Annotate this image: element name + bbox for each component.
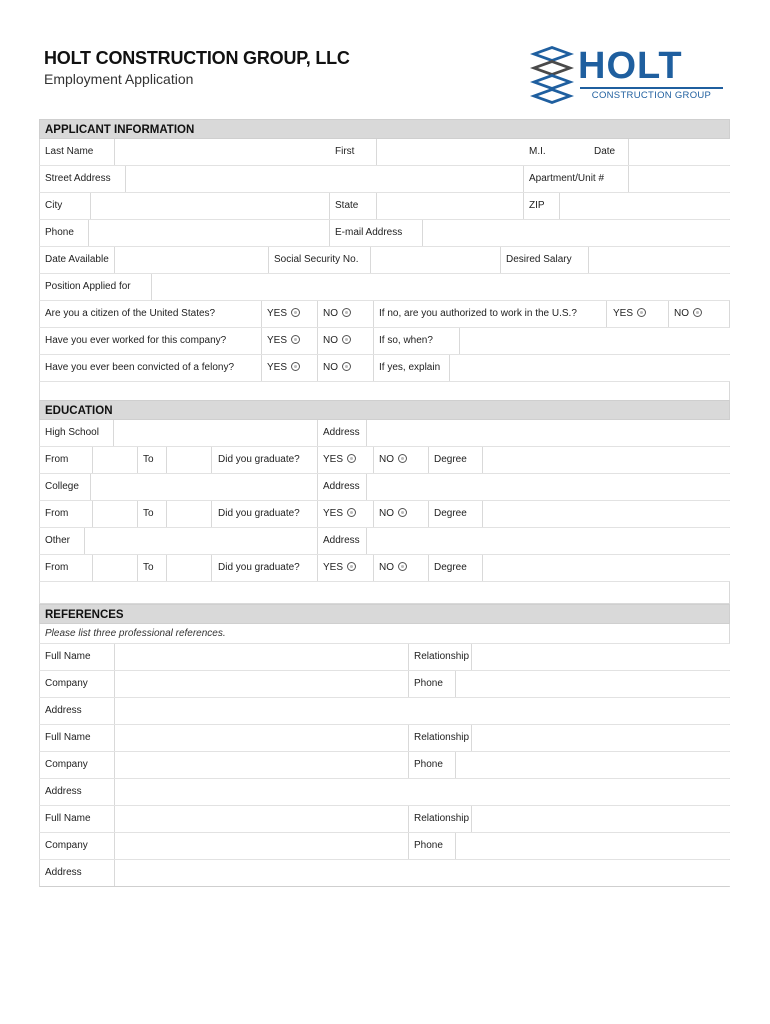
citizen-yes-option[interactable]: [267, 301, 300, 327]
address-label: Address: [45, 786, 82, 797]
reference-3-name-row: [39, 806, 730, 833]
city-label: City: [45, 200, 63, 211]
references-note: Please list three professional references.: [39, 624, 730, 644]
holt-logo: [528, 44, 728, 106]
reference-2-name-field[interactable]: [114, 725, 409, 751]
divider: [317, 355, 318, 381]
relationship-label: Relationship: [414, 813, 470, 824]
reference-2-company-row: [39, 752, 730, 779]
divider: [668, 301, 669, 327]
radio-icon[interactable]: [347, 562, 356, 571]
reference-3-name-field[interactable]: [114, 806, 409, 832]
divider: [261, 328, 262, 354]
divider: [317, 301, 318, 327]
other-school-field[interactable]: [84, 528, 318, 554]
felony-explain-label: If yes, explain: [379, 362, 441, 373]
divider: [373, 447, 374, 473]
zip-label: ZIP: [529, 200, 545, 211]
no-label: NO: [323, 362, 338, 373]
high-school-address-label: Address: [323, 427, 360, 438]
full-name-label: Full Name: [45, 732, 91, 743]
email-label: E-mail Address: [335, 227, 403, 238]
radio-icon[interactable]: [693, 308, 702, 317]
other-dates-row: [39, 555, 730, 582]
ssn-label: Social Security No.: [274, 254, 359, 265]
reference-2-name-row: [39, 725, 730, 752]
divider: [373, 555, 374, 581]
reference-2-address-row: [39, 779, 730, 806]
high-school-field[interactable]: [113, 420, 318, 446]
divider: [373, 328, 374, 354]
college-label: College: [45, 481, 79, 492]
high-school-label: High School: [45, 427, 99, 438]
availability-row: [39, 247, 730, 274]
name-row: [39, 139, 730, 166]
reference-1-company-row: [39, 671, 730, 698]
graduate-question: Did you graduate?: [218, 454, 300, 465]
no-label: NO: [323, 308, 338, 319]
email-field[interactable]: [422, 220, 730, 246]
authorized-no-option[interactable]: [674, 301, 702, 327]
yes-label: YES: [267, 308, 288, 319]
radio-icon[interactable]: [637, 308, 646, 317]
reference-1-address-field[interactable]: [114, 698, 730, 724]
to-label: To: [143, 454, 154, 465]
felony-question: Have you ever been convicted of a felony?: [45, 362, 235, 373]
company-label: Company: [45, 759, 88, 770]
high-school-dates-row: [39, 447, 730, 474]
other-school-label: Other: [45, 535, 71, 546]
reference-3-relationship-field[interactable]: [471, 806, 730, 832]
divider: [428, 501, 429, 527]
radio-icon[interactable]: [342, 362, 351, 371]
other-address-label: Address: [323, 535, 360, 546]
section-heading-references: REFERENCES: [39, 604, 730, 624]
applicant-information-section: [39, 119, 730, 404]
felony-explain-field[interactable]: [449, 355, 730, 381]
college-no-option[interactable]: [379, 501, 407, 527]
other-school-row: [39, 528, 730, 555]
college-dates-row: [39, 501, 730, 528]
reference-1-phone-field[interactable]: [455, 671, 730, 697]
radio-icon[interactable]: [291, 335, 300, 344]
date-available-field[interactable]: [114, 247, 269, 273]
radio-icon[interactable]: [342, 308, 351, 317]
felony-no-option[interactable]: [323, 355, 351, 381]
degree-label: Degree: [434, 562, 467, 573]
radio-icon[interactable]: [342, 335, 351, 344]
yes-label: YES: [613, 308, 634, 319]
first-name-label: First: [335, 146, 355, 157]
worked-when-label: If so, when?: [379, 335, 433, 346]
college-row: [39, 474, 730, 501]
date-label: Date: [594, 146, 616, 157]
divider: [317, 555, 318, 581]
divider: [317, 447, 318, 473]
degree-label: Degree: [434, 508, 467, 519]
other-no-option[interactable]: [379, 555, 407, 581]
first-name-field[interactable]: [376, 139, 524, 165]
citizen-no-option[interactable]: [323, 301, 351, 327]
page-header: [44, 48, 350, 87]
no-label: NO: [323, 335, 338, 346]
reference-1-name-field[interactable]: [114, 644, 409, 670]
other-degree-field[interactable]: [482, 555, 730, 581]
phone-label: Phone: [414, 840, 443, 851]
from-label: From: [45, 562, 69, 573]
citizen-row: [39, 301, 730, 328]
phone-field[interactable]: [88, 220, 330, 246]
divider: [606, 301, 607, 327]
mi-label: M.I.: [529, 146, 546, 157]
ssn-field[interactable]: [370, 247, 501, 273]
degree-label: Degree: [434, 454, 467, 465]
yes-label: YES: [267, 335, 288, 346]
street-address-label: Street Address: [45, 173, 111, 184]
form-subtitle: Employment Application: [44, 71, 194, 87]
worked-no-option[interactable]: [323, 328, 351, 354]
contact-row: [39, 220, 730, 247]
yes-label: YES: [323, 562, 344, 573]
felony-row: [39, 355, 730, 382]
reference-3-address-row: [39, 860, 730, 887]
street-row: [39, 166, 730, 193]
no-label: NO: [379, 508, 394, 519]
reference-2-relationship-field[interactable]: [471, 725, 730, 751]
relationship-label: Relationship: [414, 732, 470, 743]
last-name-label: Last Name: [45, 146, 94, 157]
full-name-label: Full Name: [45, 651, 91, 662]
reference-1-relationship-field[interactable]: [471, 644, 730, 670]
reference-2-phone-field[interactable]: [455, 752, 730, 778]
divider: [261, 355, 262, 381]
felony-yes-option[interactable]: [267, 355, 300, 381]
divider: [373, 355, 374, 381]
stacked-blocks-icon: [528, 44, 578, 106]
divider: [428, 447, 429, 473]
from-label: From: [45, 508, 69, 519]
divider: [317, 328, 318, 354]
full-name-label: Full Name: [45, 813, 91, 824]
references-section: [39, 604, 730, 887]
radio-icon[interactable]: [291, 362, 300, 371]
phone-label: Phone: [414, 678, 443, 689]
worked-question: Have you ever worked for this company?: [45, 335, 227, 346]
logo-tagline: CONSTRUCTION GROUP: [580, 87, 723, 101]
yes-label: YES: [323, 508, 344, 519]
position-row: [39, 274, 730, 301]
graduate-question: Did you graduate?: [218, 508, 300, 519]
company-label: Company: [45, 840, 88, 851]
college-from-field[interactable]: [92, 501, 138, 527]
radio-icon[interactable]: [398, 508, 407, 517]
reference-3-company-field[interactable]: [114, 833, 409, 859]
high-school-from-field[interactable]: [92, 447, 138, 473]
section-heading-applicant: APPLICANT INFORMATION: [39, 119, 730, 139]
no-label: NO: [379, 454, 394, 465]
last-name-field[interactable]: [114, 139, 330, 165]
yes-label: YES: [267, 362, 288, 373]
radio-icon[interactable]: [347, 454, 356, 463]
position-label: Position Applied for: [45, 281, 131, 292]
high-school-row: [39, 420, 730, 447]
authorized-yes-option[interactable]: [613, 301, 646, 327]
reference-3-company-row: [39, 833, 730, 860]
college-field[interactable]: [90, 474, 318, 500]
divider: [317, 501, 318, 527]
no-label: NO: [379, 562, 394, 573]
radio-icon[interactable]: [347, 508, 356, 517]
other-to-field[interactable]: [166, 555, 212, 581]
state-label: State: [335, 200, 359, 211]
desired-salary-label: Desired Salary: [506, 254, 572, 265]
address-label: Address: [45, 867, 82, 878]
radio-icon[interactable]: [398, 454, 407, 463]
reference-2-address-field[interactable]: [114, 779, 730, 805]
authorized-question: If no, are you authorized to work in the U.S.?: [379, 308, 577, 319]
education-section: [39, 400, 730, 604]
college-address-field[interactable]: [366, 474, 730, 500]
college-yes-option[interactable]: [323, 501, 356, 527]
reference-2-company-field[interactable]: [114, 752, 409, 778]
college-address-label: Address: [323, 481, 360, 492]
radio-icon[interactable]: [291, 308, 300, 317]
reference-3-address-field[interactable]: [114, 860, 730, 886]
company-title: HOLT CONSTRUCTION GROUP, LLC: [44, 48, 350, 68]
relationship-label: Relationship: [414, 651, 470, 662]
high-school-degree-field[interactable]: [482, 447, 730, 473]
divider: [373, 301, 374, 327]
other-yes-option[interactable]: [323, 555, 356, 581]
graduate-question: Did you graduate?: [218, 562, 300, 573]
divider: [373, 501, 374, 527]
reference-1-name-row: [39, 644, 730, 671]
worked-row: [39, 328, 730, 355]
state-field[interactable]: [376, 193, 524, 219]
reference-1-company-field[interactable]: [114, 671, 409, 697]
worked-when-field[interactable]: [459, 328, 730, 354]
desired-salary-field[interactable]: [588, 247, 730, 273]
college-degree-field[interactable]: [482, 501, 730, 527]
reference-3-phone-field[interactable]: [455, 833, 730, 859]
position-field[interactable]: [151, 274, 730, 300]
worked-yes-option[interactable]: [267, 328, 300, 354]
divider: [261, 301, 262, 327]
citizen-question: Are you a citizen of the United States?: [45, 308, 216, 319]
apartment-field[interactable]: [628, 166, 730, 192]
divider: [428, 555, 429, 581]
high-school-yes-option[interactable]: [323, 447, 356, 473]
other-address-field[interactable]: [366, 528, 730, 554]
logo-word: HOLT: [578, 45, 683, 87]
phone-label: Phone: [45, 227, 74, 238]
mi-divider: [588, 139, 589, 165]
street-address-field[interactable]: [125, 166, 524, 192]
section-spacer: [39, 582, 730, 604]
apartment-label: Apartment/Unit #: [529, 173, 605, 184]
address-label: Address: [45, 705, 82, 716]
to-label: To: [143, 508, 154, 519]
phone-label: Phone: [414, 759, 443, 770]
high-school-address-field[interactable]: [366, 420, 730, 446]
high-school-to-field[interactable]: [166, 447, 212, 473]
date-field[interactable]: [628, 139, 730, 165]
city-field[interactable]: [90, 193, 330, 219]
no-label: NO: [674, 308, 689, 319]
radio-icon[interactable]: [398, 562, 407, 571]
zip-field[interactable]: [559, 193, 730, 219]
to-label: To: [143, 562, 154, 573]
other-from-field[interactable]: [92, 555, 138, 581]
date-available-label: Date Available: [45, 254, 109, 265]
from-label: From: [45, 454, 69, 465]
city-row: [39, 193, 730, 220]
reference-1-address-row: [39, 698, 730, 725]
yes-label: YES: [323, 454, 344, 465]
college-to-field[interactable]: [166, 501, 212, 527]
company-label: Company: [45, 678, 88, 689]
high-school-no-option[interactable]: [379, 447, 407, 473]
section-heading-education: EDUCATION: [39, 400, 730, 420]
